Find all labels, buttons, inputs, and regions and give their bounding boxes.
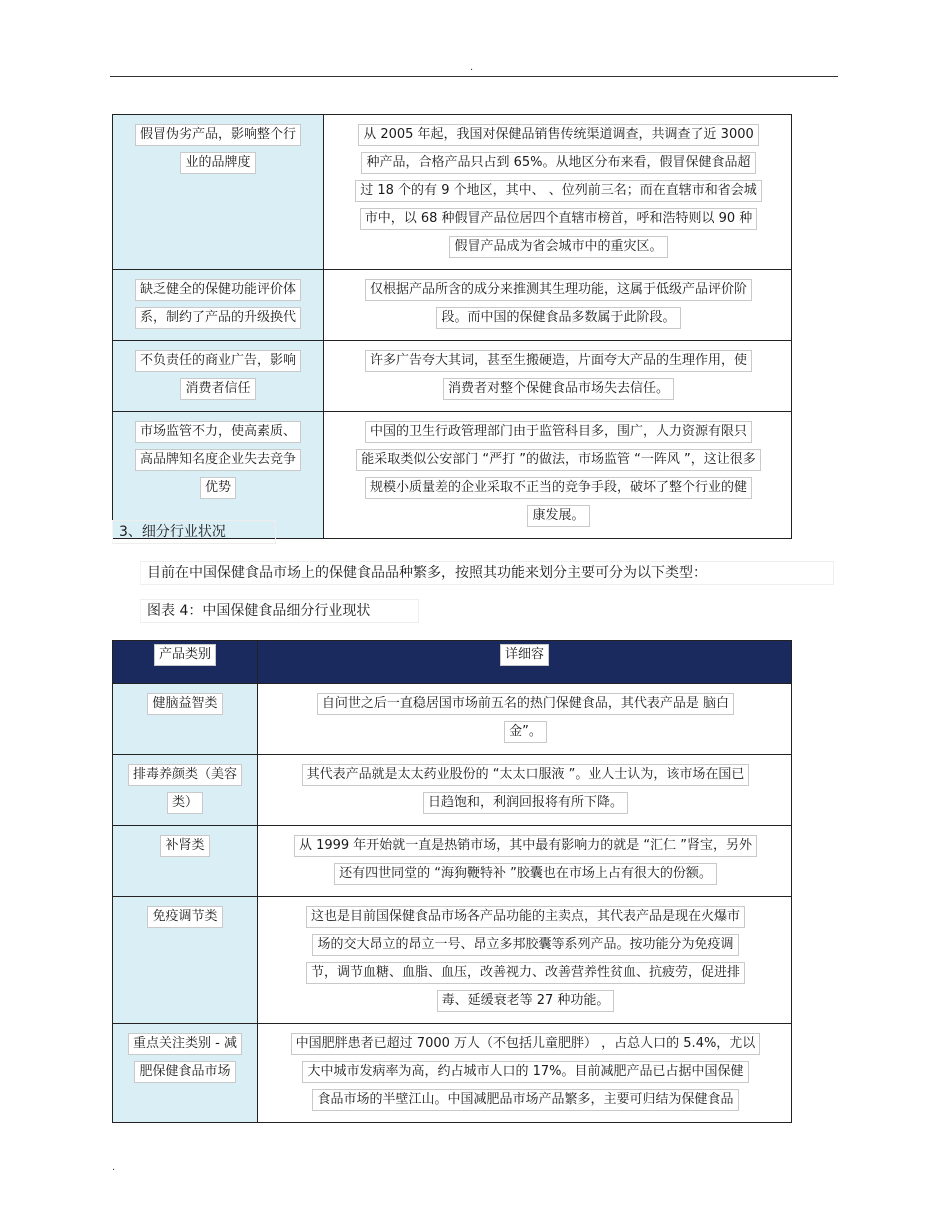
problems-table-body [113, 115, 792, 539]
detail-cell-content [258, 755, 791, 825]
segments-table [112, 640, 792, 1123]
category-cell [113, 755, 258, 826]
detail-line: 其代表产品就是太太药业股份的 “太太口服液 ”。业人士认为，该市场在国已 [302, 764, 750, 786]
detail-line: 节，调节血糖、血脂、血压，改善视力、改善营养性贫血、抗疲劳，促进排 [306, 962, 745, 984]
detail-cell-content [324, 341, 791, 411]
category-line: 缺乏健全的保健功能评价体 [135, 279, 301, 301]
header-category-label: 产品类别 [154, 644, 216, 666]
category-cell [113, 270, 324, 341]
detail-cell-content [258, 684, 791, 754]
detail-cell-content [324, 115, 791, 269]
detail-line: 假冒产品成为省会城市中的重灾区。 [449, 236, 667, 258]
detail-line: 段。而中国的保健食品多数属于此阶段。 [436, 307, 680, 329]
detail-line: 日趋饱和，利润回报将有所下降。 [423, 792, 628, 814]
category-cell [113, 826, 258, 897]
category-line: 高品牌知名度企业失去竞争 [135, 449, 301, 471]
category-line: 假冒伪劣产品，影响整个行 [135, 124, 301, 146]
category-line: 类） [167, 792, 203, 814]
detail-line: 金”。 [504, 721, 547, 743]
header-cell-detail [258, 641, 792, 684]
category-cell [113, 341, 324, 412]
detail-line: 仅根据产品所含的成分来推测其生理功能，这属于低级产品评价阶 [365, 279, 752, 301]
category-line: 优势 [200, 477, 236, 499]
detail-line: 大中城市发病率为高，约占城市人口的 17%。目前减肥产品已占据中国保健 [302, 1061, 748, 1083]
footer-dot: . [112, 1162, 116, 1173]
detail-cell-content [258, 897, 791, 1023]
detail-cell [258, 897, 792, 1024]
category-line: 肥保健食品市场 [134, 1061, 235, 1083]
detail-cell [324, 341, 792, 412]
figure-caption: 图表 4：中国保健食品细分行业现状 [140, 599, 419, 623]
detail-cell [324, 412, 792, 539]
detail-line: 从 2005 年起，我国对保健品销售传统渠道调查，共调查了近 3000 [358, 124, 759, 146]
detail-cell [258, 684, 792, 755]
category-cell-content [113, 826, 257, 866]
header-detail-label: 详细容 [500, 644, 549, 666]
category-cell [113, 684, 258, 755]
detail-cell [258, 755, 792, 826]
detail-line: 市中，以 68 种假冒产品位居四个直辖市榜首，呼和浩特则以 90 种 [360, 208, 758, 230]
detail-cell [324, 115, 792, 270]
category-cell [113, 897, 258, 1024]
table-row [113, 755, 792, 826]
category-line: 不负责任的商业广告，影响 [135, 350, 301, 372]
detail-line: 中国肥胖患者已超过 7000 万人（不包括儿童肥胖） ，占总人口的 5.4%，尤以 [291, 1033, 761, 1055]
category-line: 免疫调节类 [147, 906, 222, 928]
detail-cell [258, 826, 792, 897]
table-row [113, 684, 792, 755]
detail-cell-content [324, 412, 791, 538]
detail-cell-content [324, 270, 791, 340]
header-dot: . [470, 62, 474, 73]
detail-line: 许多广告夸大其词，甚至生搬硬造，片面夸大产品的生理作用，使 [365, 350, 752, 372]
table-row [113, 826, 792, 897]
category-line: 健脑益智类 [147, 693, 222, 715]
table-row [113, 897, 792, 1024]
detail-line: 过 18 个的有 9 个地区，其中、 、位列前三名；而在直辖市和省会城 [355, 180, 761, 202]
detail-line: 从 1999 年开始就一直是热销市场，其中最有影响力的就是 “汇仁 ”肾宝，另外 [294, 835, 757, 857]
segments-table-body [113, 641, 792, 1123]
detail-cell [324, 270, 792, 341]
category-cell-content [113, 270, 323, 338]
category-line: 业的品牌度 [180, 152, 255, 174]
detail-line: 康发展。 [527, 505, 589, 527]
category-line: 补肾类 [160, 835, 209, 857]
detail-line: 能采取类似公安部门 “严打 ”的做法，市场监管 “一阵风 ”，这让很多 [356, 449, 760, 471]
category-line: 系，制约了产品的升级换代 [135, 307, 301, 329]
category-cell-content [113, 755, 257, 823]
detail-line: 这也是目前国保健食品市场各产品功能的主卖点，其代表产品是现在火爆市 [306, 906, 745, 928]
detail-cell-content [258, 826, 791, 896]
category-cell-content [113, 897, 257, 937]
header-rule [110, 76, 838, 77]
section-heading: 3、细分行业状况 [112, 520, 276, 544]
category-line: 市场监管不力，使高素质、 [135, 421, 301, 443]
category-cell-content [113, 412, 323, 508]
table-row [113, 270, 792, 341]
detail-cell [258, 1024, 792, 1123]
detail-line: 场的交大昂立的昂立一号、昂立多邦胶囊等系列产品。按功能分为免疫调 [312, 934, 738, 956]
category-line: 消费者信任 [180, 378, 255, 400]
category-cell [113, 1024, 258, 1123]
category-cell [113, 115, 324, 270]
header-cell-category [113, 641, 258, 684]
detail-line: 种产品，合格产品只占到 65%。从地区分布来看，假冒保健食品超 [361, 152, 755, 174]
segments-table-header-row [113, 641, 792, 684]
detail-line: 还有四世同堂的 “海狗鞭特补 ”胶囊也在市场上占有很大的份额。 [334, 863, 717, 885]
category-cell-content [113, 341, 323, 409]
detail-line: 食品市场的半壁江山。中国减肥品市场产品繁多，主要可归结为保健食品 [312, 1089, 738, 1111]
detail-cell-content [258, 1024, 791, 1122]
category-line: 排毒养颜类（美容 [128, 764, 242, 786]
detail-line: 毒、延缓衰老等 27 种功能。 [437, 990, 615, 1012]
category-cell-content [113, 1024, 257, 1092]
problems-table [112, 114, 792, 539]
intro-paragraph: 目前在中国保健食品市场上的保健食品品种繁多，按照其功能来划分主要可分为以下类型： [140, 561, 834, 585]
table-row [113, 115, 792, 270]
detail-line: 中国的卫生行政管理部门由于监管科目多，围广，人力资源有限只 [365, 421, 752, 443]
detail-line: 自问世之后一直稳居国市场前五名的热门保健食品，其代表产品是 脑白 [317, 693, 734, 715]
detail-line: 消费者对整个保健食品市场失去信任。 [443, 378, 674, 400]
category-line: 重点关注类别 - 减 [128, 1033, 242, 1055]
category-cell-content [113, 684, 257, 724]
table-row [113, 1024, 792, 1123]
category-cell-content [113, 115, 323, 183]
table-row [113, 341, 792, 412]
detail-line: 规模小质量差的企业采取不正当的竞争手段，破坏了整个行业的健 [365, 477, 752, 499]
